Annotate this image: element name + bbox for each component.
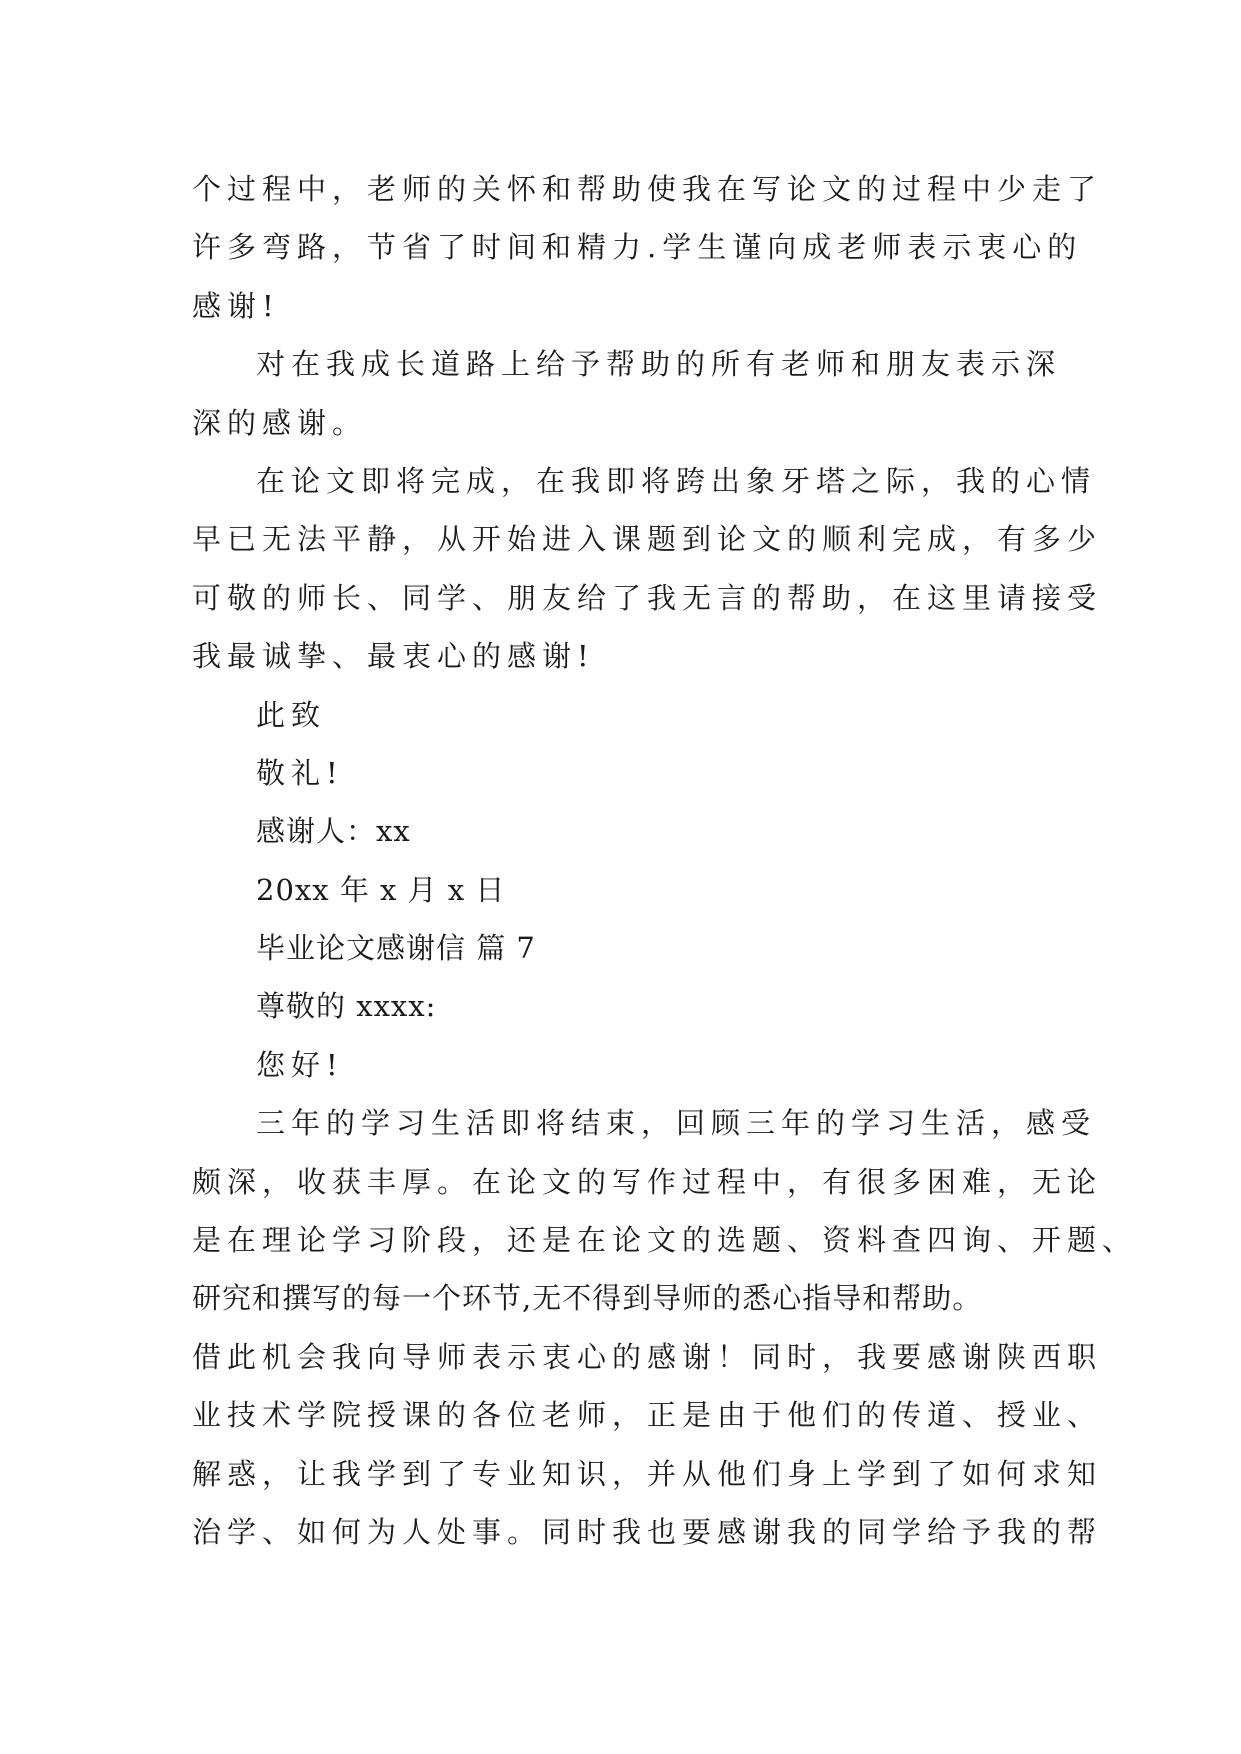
text-line: 个过程中，老师的关怀和帮助使我在写论文的过程中少走了 [192, 172, 1103, 206]
text-line: 感谢! [192, 288, 280, 323]
text-line: 解惑，让我学到了专业知识，并从他们身上学到了如何求知 [192, 1456, 1103, 1491]
text-line: 早已无法平静，从开始进入课题到论文的顺利完成，有多少 [192, 522, 1103, 557]
text-line: 深的感谢。 [192, 405, 368, 440]
text-line: 许多弯路，节省了时间和精力.学生谨向成老师表示衷心的 [192, 230, 1083, 265]
body-text [192, 160, 1138, 1561]
text-line: 颇深，收获丰厚。在论文的写作过程中，有很多困难，无论 [192, 1164, 1103, 1199]
text-line: 三年的学习生活即将结束，回顾三年的学习生活，感受 [256, 1106, 1097, 1141]
text-line: 业技术学院授课的各位老师，正是由于他们的传道、授业、 [192, 1398, 1103, 1433]
greeting-line: 尊敬的 xxxx: [256, 989, 437, 1024]
salutation-line: 敬礼! [256, 755, 344, 790]
greeting-line: 您好! [256, 1047, 344, 1082]
text-line: 可敬的师长、同学、朋友给了我无言的帮助，在这里请接受 [192, 580, 1103, 615]
text-line: 我最诚挚、最衷心的感谢! [192, 639, 595, 674]
date-line: 20xx 年 x 月 x 日 [256, 872, 506, 907]
text-line: 在论文即将完成，在我即将跨出象牙塔之际，我的心情 [256, 463, 1097, 498]
closing-line: 此致 [256, 697, 327, 732]
section-heading: 毕业论文感谢信 篇 7 [256, 931, 536, 966]
text-line: 是在理论学习阶段，还是在论文的选题、资料查四询、开题、 [192, 1223, 1138, 1258]
text-line: 借此机会我向导师表示衷心的感谢！同时，我要感谢陕西职 [192, 1339, 1103, 1374]
signature-line: 感谢人：xx [256, 814, 411, 849]
text-line: 研究和撰写的每一个环节,无不得到导师的悉心指导和帮助。 [192, 1281, 983, 1316]
text-line: 对在我成长道路上给予帮助的所有老师和朋友表示深 [256, 347, 1062, 382]
text-line: 治学、如何为人处事。同时我也要感谢我的同学给予我的帮 [192, 1514, 1103, 1549]
